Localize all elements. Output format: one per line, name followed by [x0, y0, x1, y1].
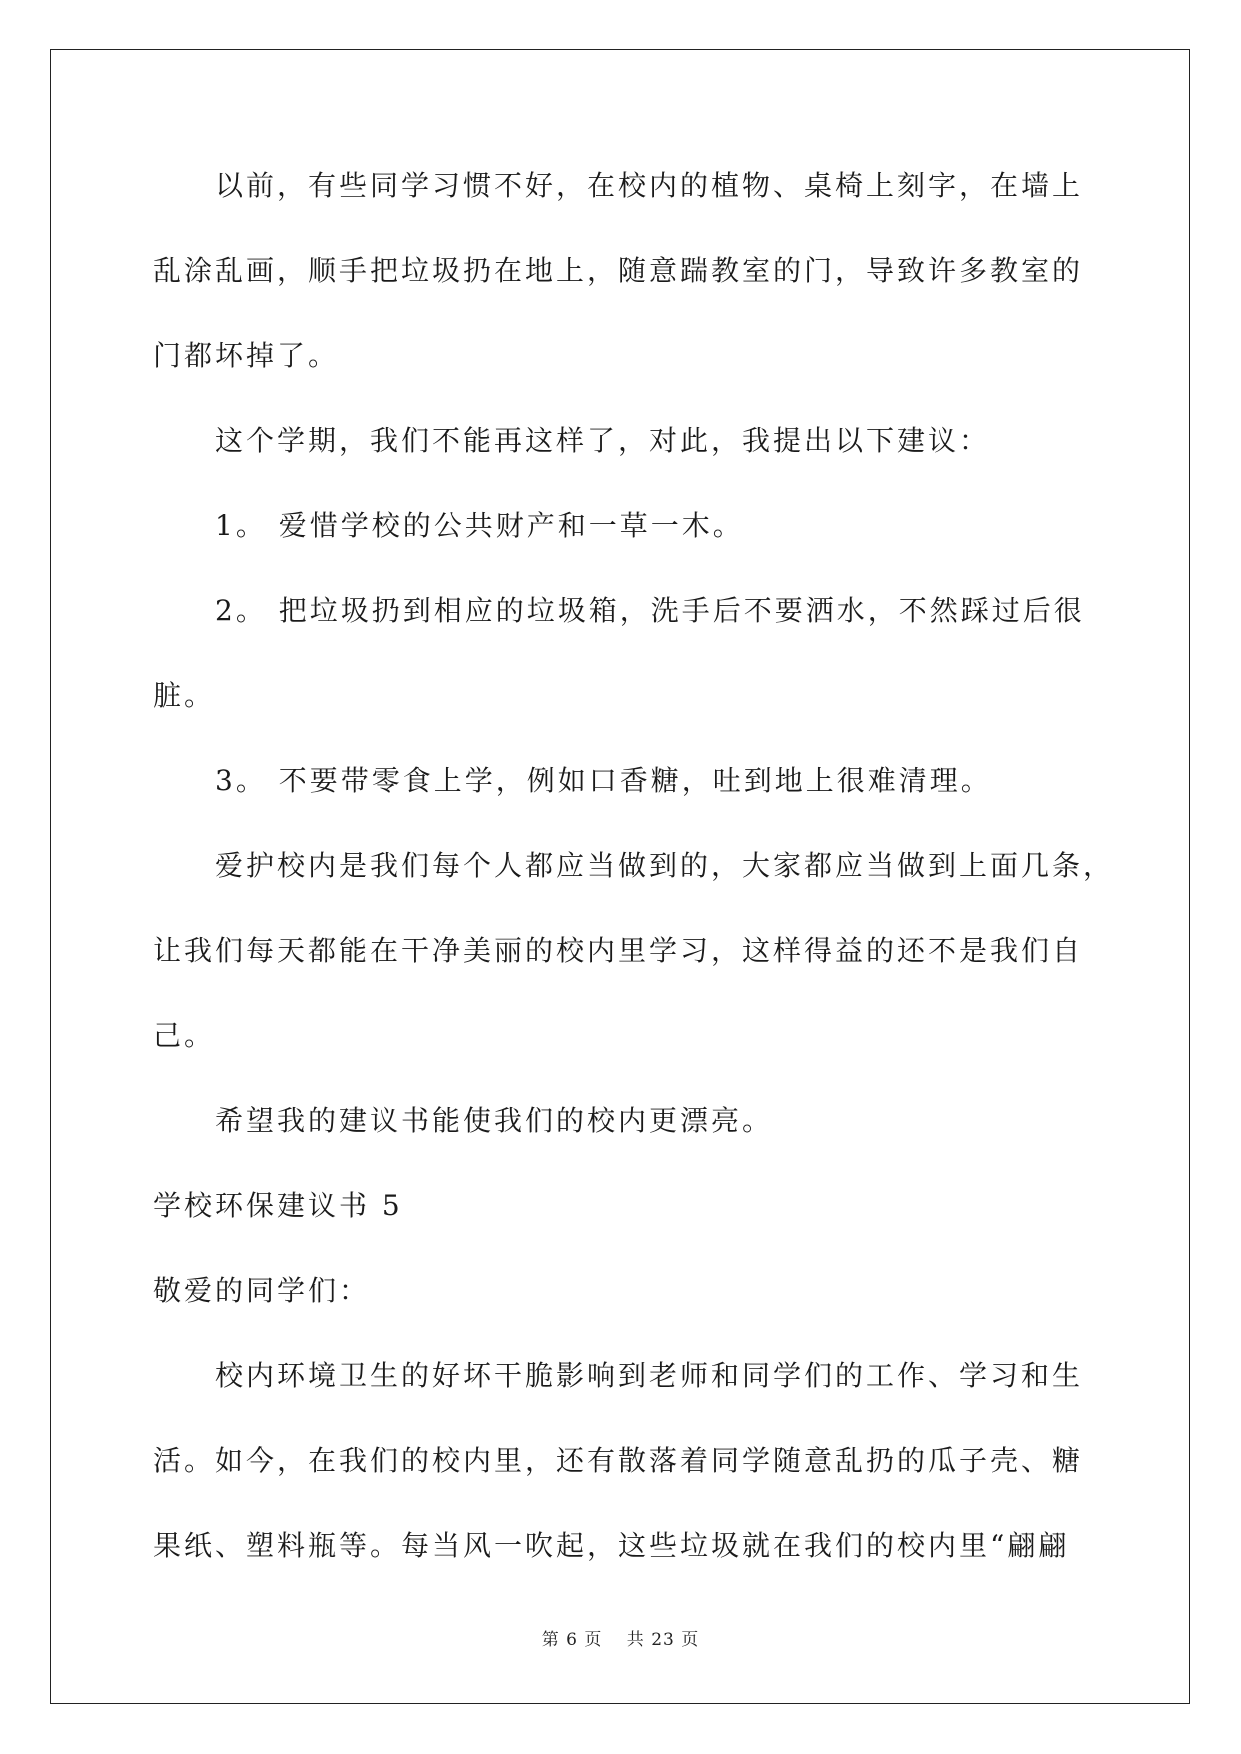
salutation: 敬爱的同学们： — [153, 1274, 371, 1307]
page-footer: 第 6 页 共 23 页 — [541, 1630, 700, 1650]
list-item-3: 3。 不要带零食上学，例如口香糖，吐到地上很难清理。 — [215, 764, 992, 797]
paragraph-line: 乱涂乱画，顺手把垃圾扔在地上，随意踹教室的门，导致许多教室的 — [153, 254, 1084, 287]
paragraph-line: 果纸、塑料瓶等。每当风一吹起，这些垃圾就在我们的校内里“翩翩 — [153, 1529, 1070, 1562]
section-heading: 学校环保建议书 5 — [153, 1189, 403, 1222]
document-body — [153, 160, 1115, 1605]
paragraph-line: 希望我的建议书能使我们的校内更漂亮。 — [215, 1104, 774, 1137]
paragraph-line: 己。 — [153, 1019, 216, 1052]
paragraph-line: 校内环境卫生的好坏干脆影响到老师和同学们的工作、学习和生 — [215, 1359, 1084, 1392]
paragraph-line: 这个学期，我们不能再这样了，对此，我提出以下建议： — [215, 424, 991, 457]
paragraph-line: 活。如今，在我们的校内里，还有散落着同学随意乱扔的瓜子壳、糖 — [153, 1444, 1084, 1477]
paragraph-line: 以前，有些同学习惯不好，在校内的植物、桌椅上刻字，在墙上 — [215, 169, 1084, 202]
list-item-1: 1。 爱惜学校的公共财产和一草一木。 — [215, 509, 744, 542]
paragraph-line: 门都坏掉了。 — [153, 339, 340, 372]
paragraph-line: 让我们每天都能在干净美丽的校内里学习，这样得益的还不是我们自 — [153, 934, 1084, 967]
paragraph-line: 脏。 — [153, 679, 216, 712]
paragraph-line: 爱护校内是我们每个人都应当做到的，大家都应当做到上面几条， — [215, 849, 1115, 882]
list-item-2: 2。 把垃圾扔到相应的垃圾箱，洗手后不要洒水，不然踩过后很 — [215, 594, 1085, 627]
